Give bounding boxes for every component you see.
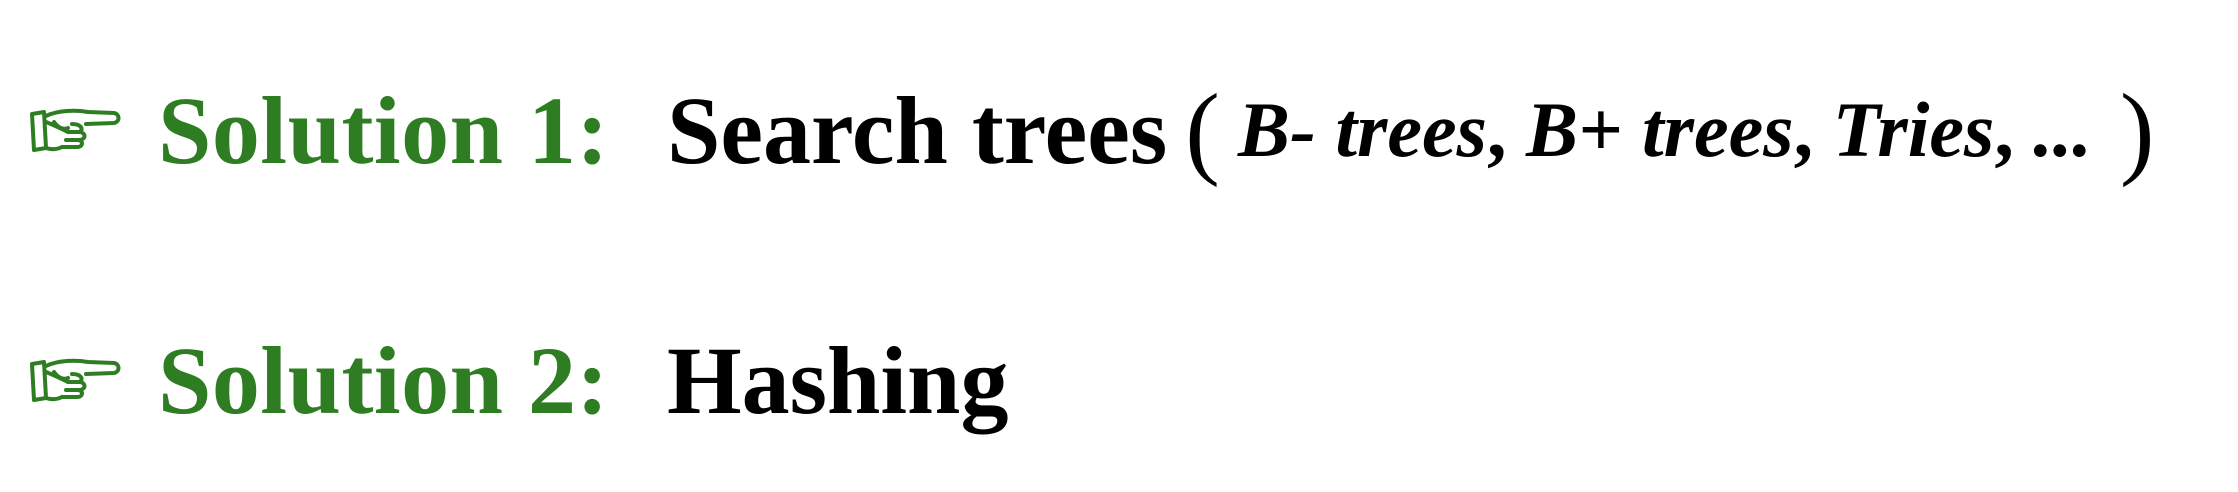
example-b-minus-trees: B- trees xyxy=(1237,86,1488,173)
solution-1-line xyxy=(28,70,2173,190)
example-separator: , xyxy=(1487,86,1527,173)
pointing-hand-icon xyxy=(28,350,122,410)
solution-2-line xyxy=(28,320,1008,440)
pointing-hand-icon xyxy=(28,100,122,160)
close-paren: ) xyxy=(2119,72,2155,188)
example-separator: , xyxy=(1994,86,2034,173)
open-paren: ( xyxy=(1185,72,1220,188)
solution-2-label: Solution 2: xyxy=(158,326,609,434)
solution-1-label: Solution 1: xyxy=(158,76,609,184)
solution-1-title: Search trees xyxy=(666,76,1168,184)
example-ellipsis: ... xyxy=(2033,86,2092,173)
solution-2-title: Hashing xyxy=(666,326,1009,434)
example-b-plus-trees: B+ trees xyxy=(1526,86,1794,173)
example-separator: , xyxy=(1793,86,1833,173)
example-tries: Tries xyxy=(1832,86,1995,173)
solution-1-examples xyxy=(1238,85,2092,175)
